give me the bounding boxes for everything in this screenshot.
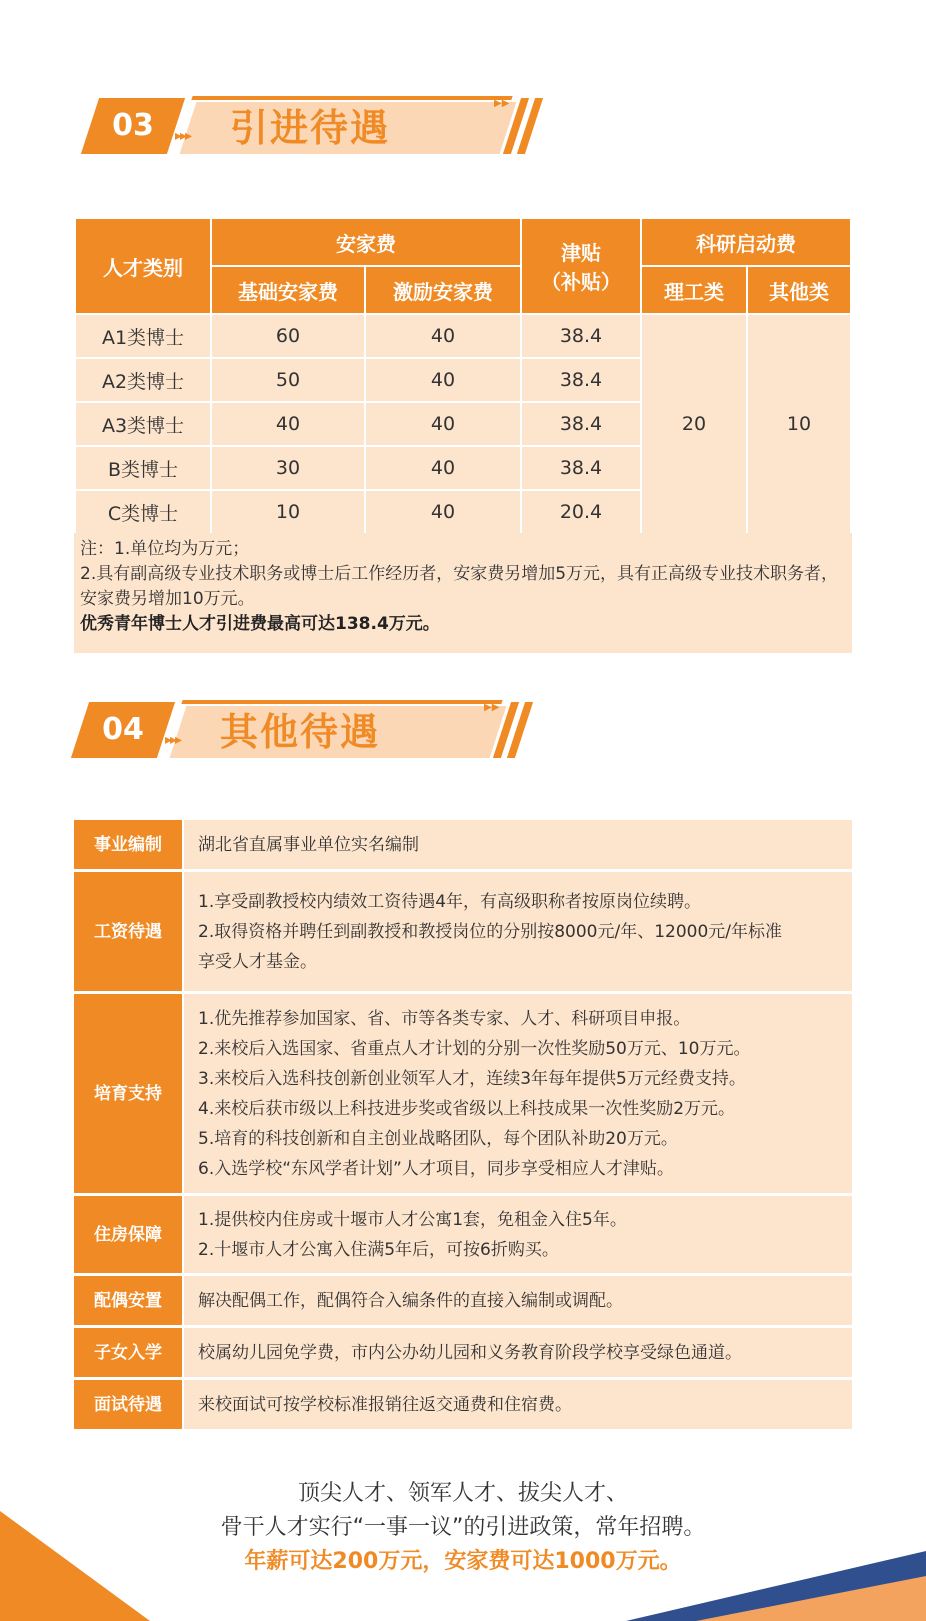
cell-category: A1类博士 <box>75 314 211 358</box>
cell-allowance: 38.4 <box>521 314 641 358</box>
note-line: 注：1.单位均为万元； <box>80 539 250 559</box>
triangle-arrow-icon: ▶▶ <box>494 98 510 109</box>
cell-allowance: 38.4 <box>521 402 641 446</box>
section-03-header <box>80 92 560 158</box>
row-line: 2.取得资格并聘任到副教授和教授岗位的分别按8000元/年、12000元/年标准 <box>198 921 783 942</box>
table-row <box>75 314 851 358</box>
header-basic: 基础安家费 <box>211 266 365 314</box>
other-benefits-table <box>74 817 852 1432</box>
cell-basic: 30 <box>211 446 365 490</box>
closing-line-1: 顶尖人才、领军人才、拔尖人才、 <box>297 1481 628 1506</box>
table-row <box>74 1195 852 1275</box>
row-content <box>183 1379 852 1431</box>
cell-incentive: 40 <box>365 358 521 402</box>
cell-basic: 10 <box>211 490 365 534</box>
row-content <box>183 1327 852 1379</box>
row-content <box>183 1195 852 1275</box>
row-line: 来校面试可按学校标准报销往返交通费和住宿费。 <box>198 1394 572 1415</box>
cell-incentive: 40 <box>365 314 521 358</box>
header-allowance <box>521 218 641 314</box>
header-band-line <box>181 700 502 704</box>
row-content <box>183 1275 852 1327</box>
double-arrow-icon: ▸▸▸ <box>175 128 191 144</box>
cell-incentive: 40 <box>365 402 521 446</box>
row-line: 6.入选学校“东风学者计划”人才项目，同步享受相应人才津贴。 <box>198 1158 674 1179</box>
note-line: 2.具有副高级专业技术职务或博士后工作经历者，安家费另增加5万元，具有正高级专业技术职务者，安家费另增加10万元。 <box>80 564 839 609</box>
table-row <box>74 993 852 1195</box>
table-row <box>74 871 852 993</box>
header-sci-eng: 理工类 <box>641 266 747 314</box>
row-line: 1.提供校内住房或十堰市人才公寓1套，免租金入住5年。 <box>198 1209 627 1230</box>
section-number: 03 <box>112 108 154 143</box>
row-line: 解决配偶工作，配偶符合入编条件的直接入编制或调配。 <box>198 1290 623 1311</box>
closing-line-2: 骨干人才实行“一事一议”的引进政策，常年招聘。 <box>220 1515 706 1540</box>
row-label: 子女入学 <box>74 1327 183 1379</box>
row-label: 配偶安置 <box>74 1275 183 1327</box>
row-content <box>183 993 852 1195</box>
section-04-header <box>70 696 550 762</box>
row-line: 3.来校后入选科技创新创业领军人才，连续3年每年提供5万元经费支持。 <box>198 1068 746 1089</box>
cell-allowance: 38.4 <box>521 358 641 402</box>
section-number: 04 <box>102 712 144 747</box>
closing-highlight: 年薪可达200万元，安家费可达1000万元。 <box>244 1549 682 1574</box>
notes-box <box>74 533 852 653</box>
header-incentive: 激励安家费 <box>365 266 521 314</box>
row-label: 培育支持 <box>74 993 183 1195</box>
cell-category: A2类博士 <box>75 358 211 402</box>
corner-decoration-left <box>0 1511 150 1621</box>
row-line: 2.十堰市人才公寓入住满5年后，可按6折购买。 <box>198 1239 559 1260</box>
row-label: 面试待遇 <box>74 1379 183 1431</box>
row-content <box>183 819 852 871</box>
row-line: 校属幼儿园免学费，市内公办幼儿园和义务教育阶段学校享受绿色通道。 <box>198 1342 742 1363</box>
header-anjia: 安家费 <box>211 218 521 266</box>
row-label: 事业编制 <box>74 819 183 871</box>
cell-basic: 40 <box>211 402 365 446</box>
cell-incentive: 40 <box>365 490 521 534</box>
header-allowance-line1: 津贴 <box>561 241 601 265</box>
header-category: 人才类别 <box>75 218 211 314</box>
corner-decoration-right-accent <box>696 1576 926 1621</box>
cell-category: A3类博士 <box>75 402 211 446</box>
table-row <box>74 819 852 871</box>
cell-allowance: 38.4 <box>521 446 641 490</box>
introduction-benefits-table <box>74 217 852 535</box>
section-title: 引进待遇 <box>230 106 391 150</box>
table-row <box>74 1275 852 1327</box>
triangle-arrow-icon: ▶▶ <box>484 702 500 713</box>
double-arrow-icon: ▸▸▸ <box>165 732 181 748</box>
cell-category: B类博士 <box>75 446 211 490</box>
row-line: 享受人才基金。 <box>198 951 317 972</box>
row-line: 湖北省直属事业单位实名编制 <box>198 834 419 855</box>
cell-incentive: 40 <box>365 446 521 490</box>
row-line: 4.来校后获市级以上科技进步奖或省级以上科技成果一次性奖励2万元。 <box>198 1098 736 1119</box>
header-research: 科研启动费 <box>641 218 851 266</box>
row-line: 5.培育的科技创新和自主创业战略团队，每个团队补助20万元。 <box>198 1128 678 1149</box>
table-row <box>74 1379 852 1431</box>
row-line: 1.优先推荐参加国家、省、市等各类专家、人才、科研项目申报。 <box>198 1008 691 1029</box>
cell-basic: 50 <box>211 358 365 402</box>
note-highlight: 优秀青年博士人才引进费最高可达138.4万元。 <box>80 614 440 634</box>
cell-research-sci-eng: 20 <box>641 314 747 534</box>
row-label: 住房保障 <box>74 1195 183 1275</box>
row-line: 1.享受副教授校内绩效工资待遇4年，有高级职称者按原岗位续聘。 <box>198 891 702 912</box>
row-label: 工资待遇 <box>74 871 183 993</box>
header-allowance-line2: （补贴） <box>541 270 621 294</box>
cell-allowance: 20.4 <box>521 490 641 534</box>
row-content <box>183 871 852 993</box>
header-other: 其他类 <box>747 266 851 314</box>
header-band-line <box>191 96 512 100</box>
table-row <box>74 1327 852 1379</box>
section-title: 其他待遇 <box>220 710 381 754</box>
cell-research-other: 10 <box>747 314 851 534</box>
cell-basic: 60 <box>211 314 365 358</box>
cell-category: C类博士 <box>75 490 211 534</box>
row-line: 2.来校后入选国家、省重点人才计划的分别一次性奖励50万元、10万元。 <box>198 1038 751 1059</box>
